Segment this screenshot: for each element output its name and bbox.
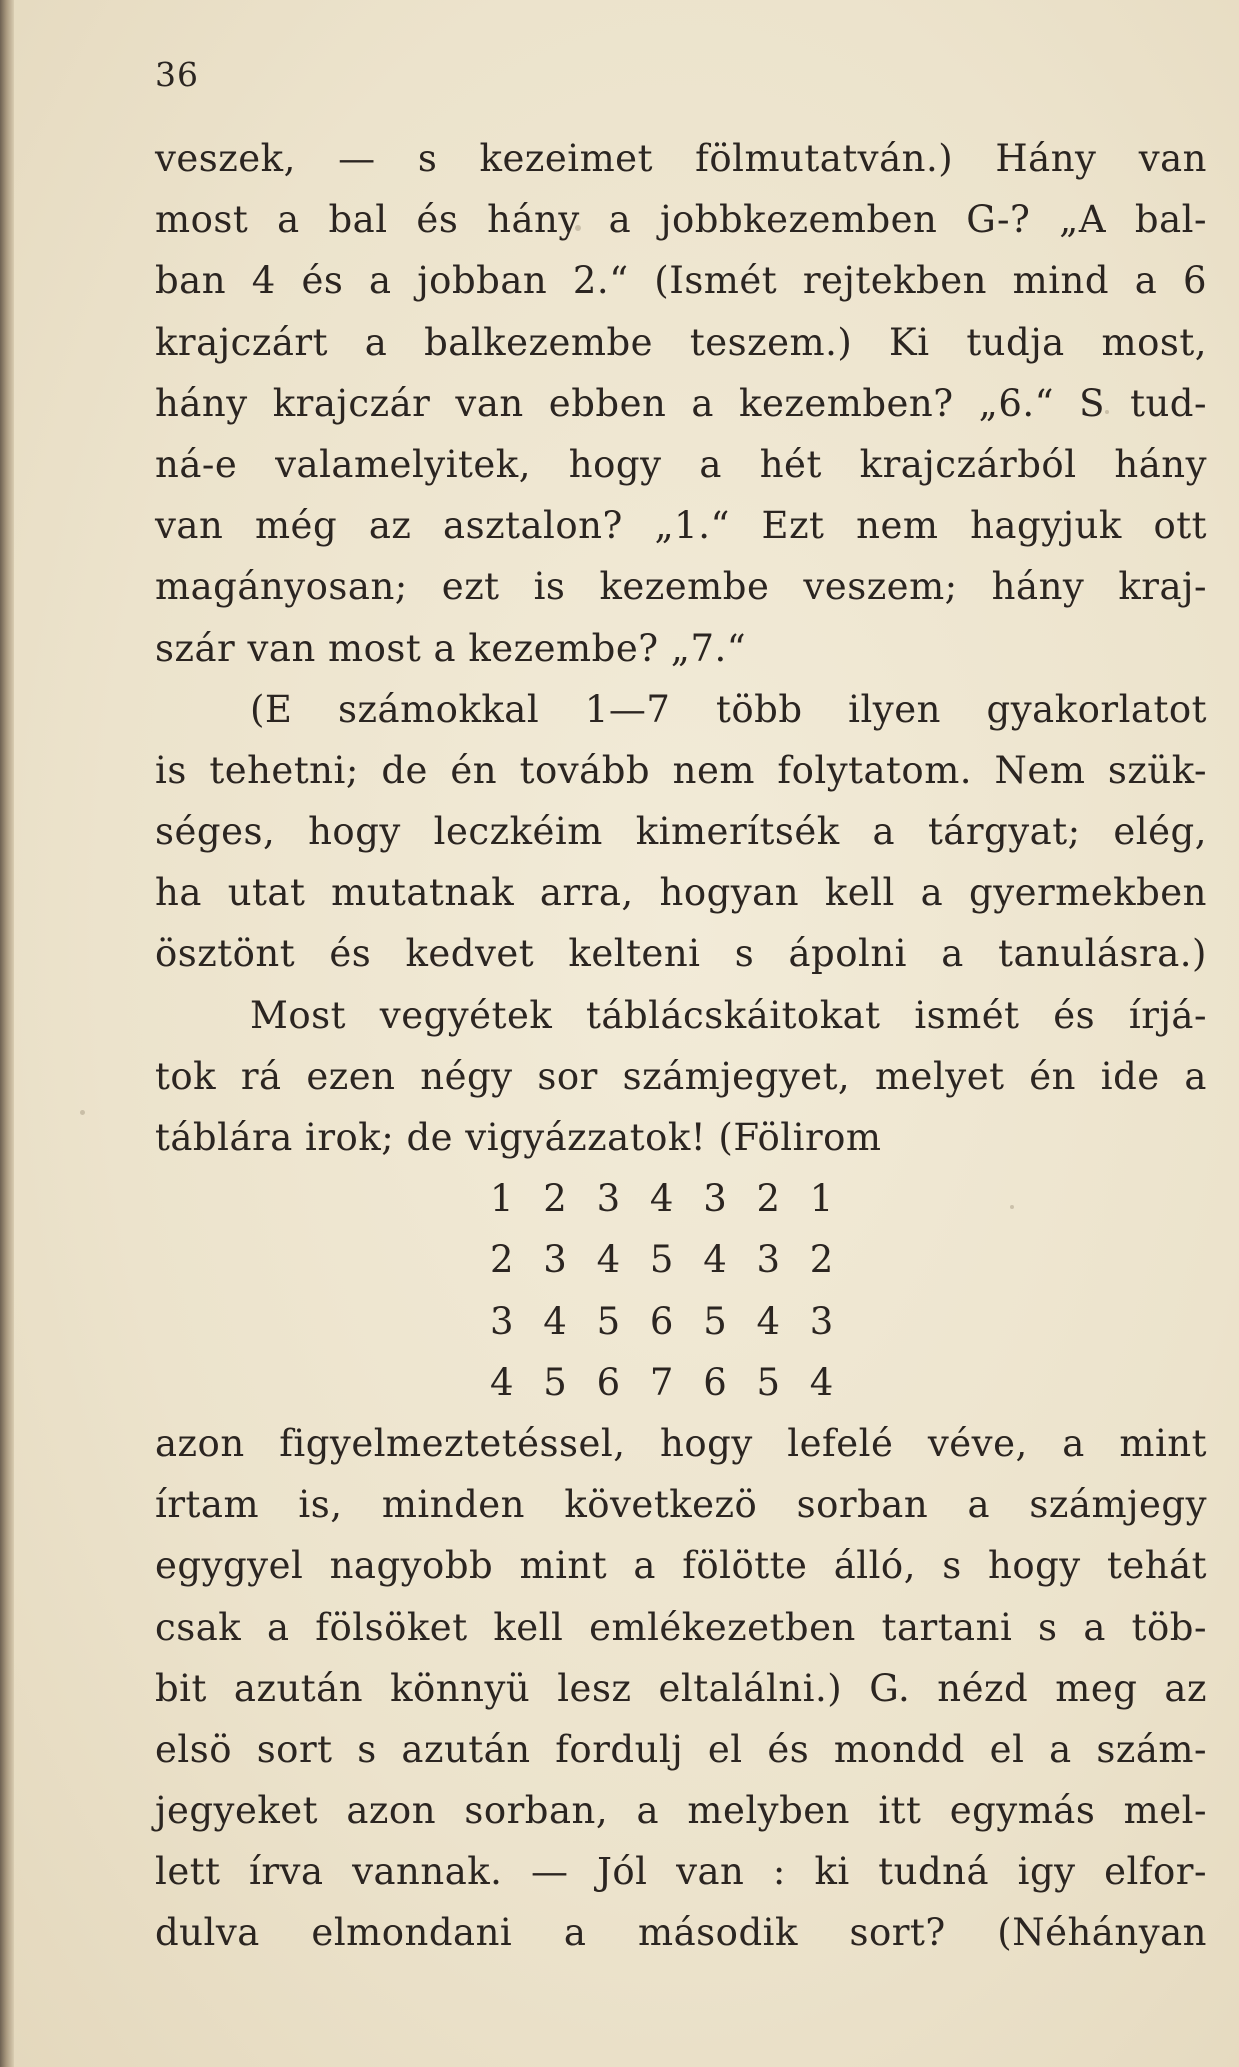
- text-line: bit azután könnyü lesz eltalálni.) G. nézd meg az: [155, 1666, 1207, 1710]
- text-line: táblára irok; de vigyázzatok! (Fölirom: [155, 1116, 882, 1159]
- text-line: van még az asztalon? „1.“ Ezt nem hagyjuk ott: [155, 504, 1207, 548]
- body-text: [155, 128, 1207, 1964]
- text-line: ban 4 és a jobban 2.“ (Ismét rejtekben mind a 6: [155, 259, 1207, 303]
- text-line: ösztönt és kedvet kelteni s ápolni a tanulásra.): [155, 932, 1207, 976]
- page-number: 36: [155, 55, 199, 94]
- page-binding-edge: [0, 0, 14, 2067]
- text-line: azon figyelmeztetéssel, hogy lefelé véve, a mint: [155, 1421, 1207, 1465]
- text-line: most a bal és hány a jobbkezemben G-? „A bal-: [155, 198, 1207, 242]
- number-row: 1 2 3 4 3 2 1: [490, 1177, 840, 1221]
- text-line: szár van most a kezembe? „7.“: [155, 626, 747, 670]
- text-line: is tehetni; de én tovább nem folytatom. Nem szük-: [155, 748, 1207, 792]
- text-line-paragraph-start: Most vegyétek táblácskáitokat ismét és írjá-: [250, 993, 1207, 1037]
- text-line: írtam is, minden következö sorban a számjegy: [155, 1483, 1207, 1527]
- text-line: jegyeket azon sorban, a melyben itt egymás mel-: [155, 1789, 1207, 1833]
- text-line: tok rá ezen négy sor számjegyet, melyet én ide a: [155, 1054, 1207, 1098]
- text-line: ná-e valamelyitek, hogy a hét krajczárból hány: [155, 442, 1207, 486]
- text-line: krajczárt a balkezembe teszem.) Ki tudja most,: [155, 320, 1207, 364]
- text-line: egygyel nagyobb mint a fölötte álló, s hogy tehát: [155, 1544, 1207, 1588]
- text-line: séges, hogy leczkéim kimerítsék a tárgyat; elég,: [155, 810, 1207, 854]
- text-line: magányosan; ezt is kezembe veszem; hány kraj-: [155, 565, 1207, 609]
- text-line: dulva elmondani a második sort? (Néhányan: [155, 1911, 1207, 1955]
- text-line: veszek, — s kezeimet fölmutatván.) Hány van: [155, 137, 1207, 180]
- text-line: lett írva vannak. — Jól van : ki tudná igy elfor-: [155, 1850, 1207, 1894]
- paper-speck: [80, 1110, 85, 1115]
- number-row: 4 5 6 7 6 5 4: [490, 1360, 840, 1404]
- number-row: 2 3 4 5 4 3 2: [490, 1238, 840, 1282]
- text-line: hány krajczár van ebben a kezemben? „6.“ S tud-: [155, 381, 1207, 425]
- text-line-paragraph-start: (E számokkal 1—7 több ilyen gyakorlatot: [250, 687, 1207, 731]
- text-line: csak a fölsöket kell emlékezetben tartani s a töb-: [155, 1605, 1207, 1649]
- text-line: elsö sort s azután fordulj el és mondd el a szám-: [155, 1727, 1207, 1771]
- text-line: ha utat mutatnak arra, hogyan kell a gyermekben: [155, 871, 1207, 915]
- number-row: 3 4 5 6 5 4 3: [490, 1299, 840, 1343]
